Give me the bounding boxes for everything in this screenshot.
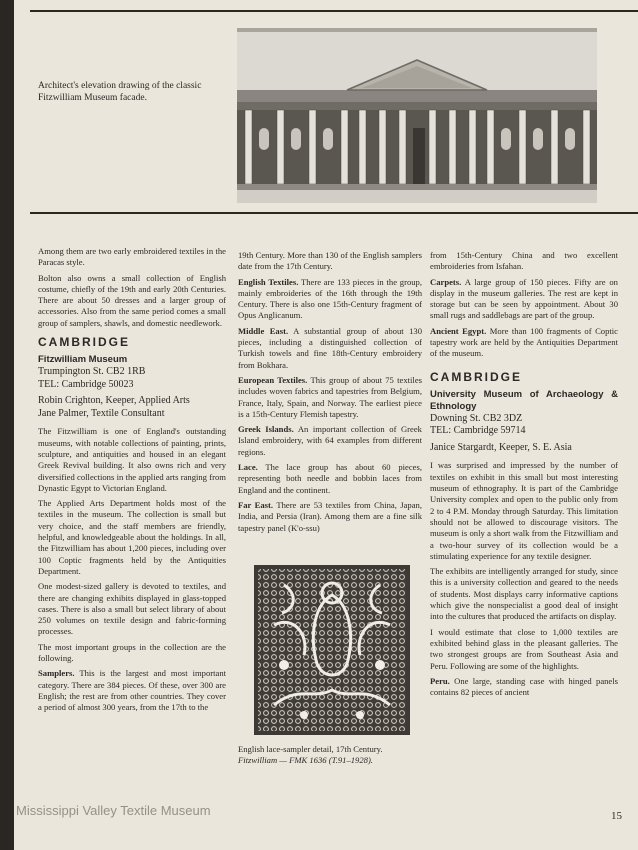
- european-textiles-text: This group of about 75 textiles includes woven fabrics and tapestries from Belgium, France, Italy, Spain, and Norway. The earliest piece is a 15th-Century Flemish tapestry.: [238, 374, 422, 419]
- european-textiles-heading: European Textiles.: [238, 374, 308, 385]
- staff-consultant: Jane Palmer, Textile Consultant: [38, 407, 165, 419]
- carpets-paragraph: [430, 277, 618, 322]
- european-textiles-paragraph: [238, 375, 422, 420]
- museum-telephone: TEL: Cambridge 59714: [430, 425, 526, 437]
- watermark: Mississippi Valley Textile Museum: [16, 803, 211, 818]
- intro-paragraph: Among them are two early embroidered textiles in the Paracas style.: [38, 246, 226, 268]
- ancient-egypt-heading: Ancient Egypt.: [430, 325, 487, 336]
- staff-keeper: Janice Stargardt, Keeper, S. E. Asia: [430, 441, 572, 453]
- lace-text: The lace group has about 60 pieces, representing both needle and bobbin laces from England and the continent.: [238, 462, 422, 495]
- section-heading-cambridge: CAMBRIDGE: [38, 335, 130, 350]
- ancient-egypt-text: More than 100 fragments of Coptic tapestry work are held by the Antiquities Department of the museum.: [430, 325, 618, 359]
- lace-heading: Lace.: [238, 462, 258, 473]
- greek-islands-text: An important collection of Greek Island embroidery, with 64 examples from different regions.: [238, 424, 422, 457]
- peru-text: One large, standing case with hinged panels contains 82 pieces of ancient: [430, 675, 618, 698]
- paragraph: One modest-sized gallery is devoted to textiles, and there are changing exhibits displayed in glass-topped cases. There is also a small but select library of about 250 volumes on textile design and fabric-forming processes.: [38, 581, 226, 637]
- paragraph: The exhibits are intelligently arranged for study, since this is a university collection and geared to the needs of students. Most displays carry informative captions which give the nonspecialist a good deal of insight into the cultures that produced the artifacts on display.: [430, 566, 618, 622]
- peru-paragraph: [430, 676, 618, 699]
- peru-heading: Peru.: [430, 675, 450, 686]
- paragraph: I was surprised and impressed by the number of textiles on exhibit in this small but most interesting museum of ethnography. It is part of the Cambridge University complex and open to the public only from 2 to 4 P.M. Monday through Saturday. This limitation should not be allowed to discourage visitors. The museum is only a short walk from the Fitzwilliam and a two-hour survey of its collection would be a stimulating experience for any textile designer.: [430, 460, 618, 561]
- ancient-egypt-paragraph: [430, 326, 618, 360]
- paragraph: The Fitzwilliam is one of England's outstanding museums, with notable collections of painting, prints, sculpture, and antiquities and housed in an elegant Greek Revival building. It also owns rich and very diversified collections in the applied arts ranging from Dynastic Egypt to Victorian England.: [38, 426, 226, 493]
- museum-address: Downing St. CB2 3DZ: [430, 412, 523, 424]
- paragraph: The most important groups in the collection are the following.: [38, 641, 226, 664]
- carpets-text: A large group of 150 pieces. Fifty are on display in the museum galleries. The rest are kept in storage but can be seen by appointment. About 30 small rugs and saddlebags are part of the group.: [430, 276, 618, 321]
- middle-east-heading: Middle East.: [238, 325, 289, 336]
- column-right: [430, 250, 618, 702]
- facade-caption: Architect's elevation drawing of the classic Fitzwilliam Museum facade.: [38, 81, 202, 103]
- carpets-heading: Carpets.: [430, 276, 462, 287]
- staff-keeper: Robin Crighton, Keeper, Applied Arts: [38, 395, 190, 407]
- greek-islands-paragraph: [238, 424, 422, 458]
- samplers-heading: Samplers.: [38, 668, 75, 679]
- far-east-heading: Far East.: [238, 499, 274, 510]
- lace-caption: [238, 744, 426, 766]
- lace-caption-credit: Fitzwilliam — FMK 1636 (T.91–1928).: [238, 755, 373, 765]
- english-textiles-paragraph: [238, 277, 422, 322]
- facade-elevation-drawing: [237, 28, 597, 203]
- middle-rule: [30, 212, 638, 214]
- museum-telephone: TEL: Cambridge 50023: [38, 378, 134, 390]
- samplers-text: This is the largest and most important category. There are 384 pieces. Of these, over 300 are English; the rest are from other countries. They cover a period of almost 300 years, from the 17th to the: [38, 668, 227, 713]
- middle-east-text: A substantial group of about 130 pieces, including a distinguished collection of Turkish towels and fine 18th-Century embroidery from Bokhara.: [238, 325, 422, 370]
- museum-address: Trumpington St. CB2 1RB: [38, 366, 146, 378]
- far-east-text: There are 53 textiles from China, Japan, India, and Persia (Iran). Among them are a fine silk tapestry panel (K'o-ssu): [238, 499, 422, 533]
- museum-name: University Museum of Archaeology & Ethnology: [430, 388, 618, 412]
- lace-caption-title: English lace-sampler detail, 17th Century.: [238, 744, 383, 754]
- samplers-paragraph: [38, 668, 226, 713]
- english-textiles-text: There are 133 pieces in the group, mainly embroideries of the 16th through the 19th Century. There is also one 15th-Century fragment of Opus Anglicanum.: [238, 276, 422, 321]
- column-left: [38, 246, 226, 718]
- greek-islands-heading: Greek Islands.: [238, 424, 294, 435]
- continuation-paragraph: from 15th-Century China and two excellent embroideries from Isfahan.: [430, 250, 618, 272]
- paragraph: I would estimate that close to 1,000 textiles are exhibited behind glass in the pleasant galleries. The two strongest groups are from Southeast Asia and Peru. Following are some of the highlights.: [430, 626, 618, 671]
- top-rule: [30, 10, 638, 12]
- section-heading-cambridge: CAMBRIDGE: [430, 369, 522, 384]
- book-page: [14, 0, 638, 850]
- lace-sampler-photo: [254, 565, 410, 735]
- column-middle: [238, 250, 422, 538]
- bolton-paragraph: Bolton also owns a small collection of English costume, chiefly of the 19th and early 20th Centuries. There are about 50 dresses and a larger group of accessories. Also from the same period comes a small group of samplers, shawls, and domestic needlework.: [38, 272, 226, 328]
- museum-name: Fitzwilliam Museum: [38, 354, 128, 366]
- middle-east-paragraph: [238, 326, 422, 371]
- far-east-paragraph: [238, 500, 422, 534]
- page-number: 15: [611, 810, 622, 822]
- continuation-paragraph: 19th Century. More than 130 of the English samplers date from the 17th Century.: [238, 250, 422, 272]
- english-textiles-heading: English Textiles.: [238, 276, 299, 287]
- paragraph: The Applied Arts Department holds most of the textiles in the museum. The collection is small but very choice, and the staff members are friendly, helpful, and knowledgeable about the holdings. In all, the Fitzwilliam has about 1,200 pieces, including over 100 Coptic fragments held by the Antiquities Department.: [38, 498, 226, 576]
- lace-paragraph: [238, 462, 422, 496]
